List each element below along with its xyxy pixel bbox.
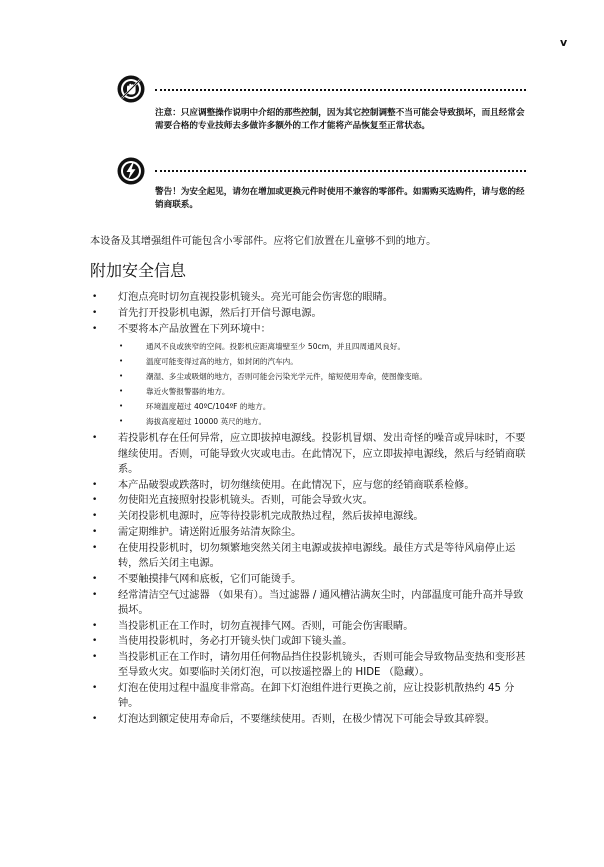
sub-list-item	[118, 369, 530, 384]
list-item	[90, 634, 530, 649]
dotted-divider	[155, 170, 526, 172]
bullet-icon: •	[92, 526, 98, 537]
bullet-icon: •	[119, 371, 124, 380]
bullet-icon: •	[92, 433, 98, 444]
bullet-icon: •	[92, 479, 98, 490]
list-item-text: 需定期维护。请送附近服务站清灰除尘。	[118, 526, 302, 538]
bullet-icon: •	[92, 307, 98, 318]
list-item	[90, 572, 530, 587]
list-item-text: 不要触摸排气网和底板，它们可能烫手。	[118, 573, 302, 585]
bullet-icon: •	[92, 620, 98, 631]
list-item-text: 灯泡在使用过程中温度非常高。在卸下灯泡组件进行更换之前，应让投影机散热约 45 分钟。	[118, 683, 515, 710]
section-title: 附加安全信息	[90, 261, 187, 280]
sub-list-item-text: 温度可能变得过高的地方，如封闭的汽车内。	[146, 356, 298, 366]
bullet-icon: •	[92, 652, 98, 663]
hand-stop-icon	[116, 74, 146, 104]
list-item-text: 勿使阳光直接照射投影机镜头。否则，可能会导致火灾。	[118, 495, 373, 507]
sub-list-item-text: 海拔高度超过 10000 英尺的地方。	[146, 417, 267, 427]
bullet-icon: •	[119, 356, 124, 365]
list-item	[90, 322, 530, 430]
sub-list-item-text: 通风不良或狭窄的空间。投影机应距离墙壁至少 50cm，并且四周通风良好。	[146, 341, 406, 351]
list-item	[90, 588, 530, 618]
bullet-icon: •	[92, 323, 98, 334]
safety-list	[90, 290, 530, 728]
bullet-icon: •	[92, 714, 98, 725]
list-item	[90, 509, 530, 524]
sub-list-item-text: 潮湿、多尘或吸烟的地方，否则可能会污染光学元件，缩短使用寿命，使图像变暗。	[146, 371, 427, 381]
sub-list-item-text: 靠近火警报警器的地方。	[146, 387, 230, 397]
bullet-icon: •	[119, 402, 124, 411]
bullet-icon: •	[92, 542, 98, 553]
list-item	[90, 712, 530, 727]
list-item-text: 灯泡达到额定使用寿命后，不要继续使用。否则，在极少情况下可能会导致其碎裂。	[118, 714, 495, 726]
bullet-icon: •	[119, 341, 124, 350]
list-item-text: 关闭投影机电源时，应等待投影机完成散热过程，然后拔掉电源线。	[118, 511, 424, 523]
bullet-icon: •	[92, 636, 98, 647]
sub-list-item	[118, 354, 530, 369]
list-item-text: 当投影机正在工作时，切勿直视排气网。否则，可能会伤害眼睛。	[118, 620, 414, 632]
list-item-text: 首先打开投影机电源，然后打开信号源电源。	[118, 307, 322, 319]
list-item	[90, 290, 530, 305]
list-item	[90, 681, 530, 711]
bullet-icon: •	[119, 417, 124, 426]
warning-text: 警告！为安全起见，请勿在增加或更换元件时使用不兼容的零部件。如需购买选购件，请与您的经销商联系。	[155, 187, 525, 210]
list-item-text: 经常清洁空气过滤器 （如果有）。当过滤器 / 通风槽沾满灰尘时，内部温度可能升高并导致损坏。	[118, 589, 524, 616]
list-item	[90, 493, 530, 508]
sub-list-item-text: 环境温度超过 40ºC/104ºF 的地方。	[146, 402, 271, 412]
environment-sublist	[118, 339, 530, 430]
bullet-icon: •	[92, 683, 98, 694]
sub-list-item	[118, 339, 530, 354]
sub-list-item	[118, 414, 530, 429]
list-item-text: 在使用投影机时，切勿频繁地突然关闭主电源或拔掉电源线。最佳方式是等待风扇停止运转，然后关闭主电源。	[118, 542, 516, 569]
sub-list-item	[118, 399, 530, 414]
bullet-icon: •	[92, 511, 98, 522]
bullet-icon: •	[92, 292, 98, 302]
list-item	[90, 650, 530, 680]
intro-paragraph: 本设备及其增强组件可能包含小零部件。应将它们放置在儿童够不到的地方。	[90, 236, 437, 247]
list-item-text: 灯泡点亮时切勿直视投影机镜头。亮光可能会伤害您的眼睛。	[118, 292, 394, 303]
list-item-text: 当投影机正在工作时，请勿用任何物品挡住投影机镜头，否则可能会导致物品变热和变形甚至导致火灾。如要临时关闭灯泡，可以按遥控器上的 HIDE （隐藏）。	[118, 652, 526, 679]
list-item-text: 本产品破裂或跌落时，切勿继续使用。在此情况下，应与您的经销商联系检修。	[118, 479, 475, 491]
bullet-icon: •	[92, 573, 98, 584]
bullet-icon: •	[92, 495, 98, 506]
list-item-text: 当使用投影机时，务必打开镜头快门或卸下镜头盖。	[118, 636, 353, 648]
dotted-divider	[155, 89, 526, 91]
sub-list-item	[118, 384, 530, 399]
caution-text: 注意：只应调整操作说明中介绍的那些控制，因为其它控制调整不当可能会导致损坏，而且经常会需要合格的专业技师去多做许多额外的工作才能将产品恢复至正常状态。	[155, 108, 525, 131]
list-item	[90, 525, 530, 540]
list-item	[90, 619, 530, 634]
bullet-icon: •	[92, 589, 98, 600]
page-number: v	[560, 36, 568, 49]
lightning-icon	[116, 156, 146, 186]
list-item-text: 若投影机存在任何异常，应立即拔掉电源线。投影机冒烟、发出奇怪的噪音或异味时，不要继续使用。否则，可能导致火灾或电击。在此情况下，应立即拔掉电源线，然后与经销商联系。	[118, 433, 526, 475]
list-item	[90, 431, 530, 477]
list-item	[90, 541, 530, 571]
list-item	[90, 478, 530, 493]
list-item-text: 不要将本产品放置在下列环境中：	[118, 323, 271, 335]
list-item	[90, 306, 530, 321]
bullet-icon: •	[119, 387, 124, 396]
